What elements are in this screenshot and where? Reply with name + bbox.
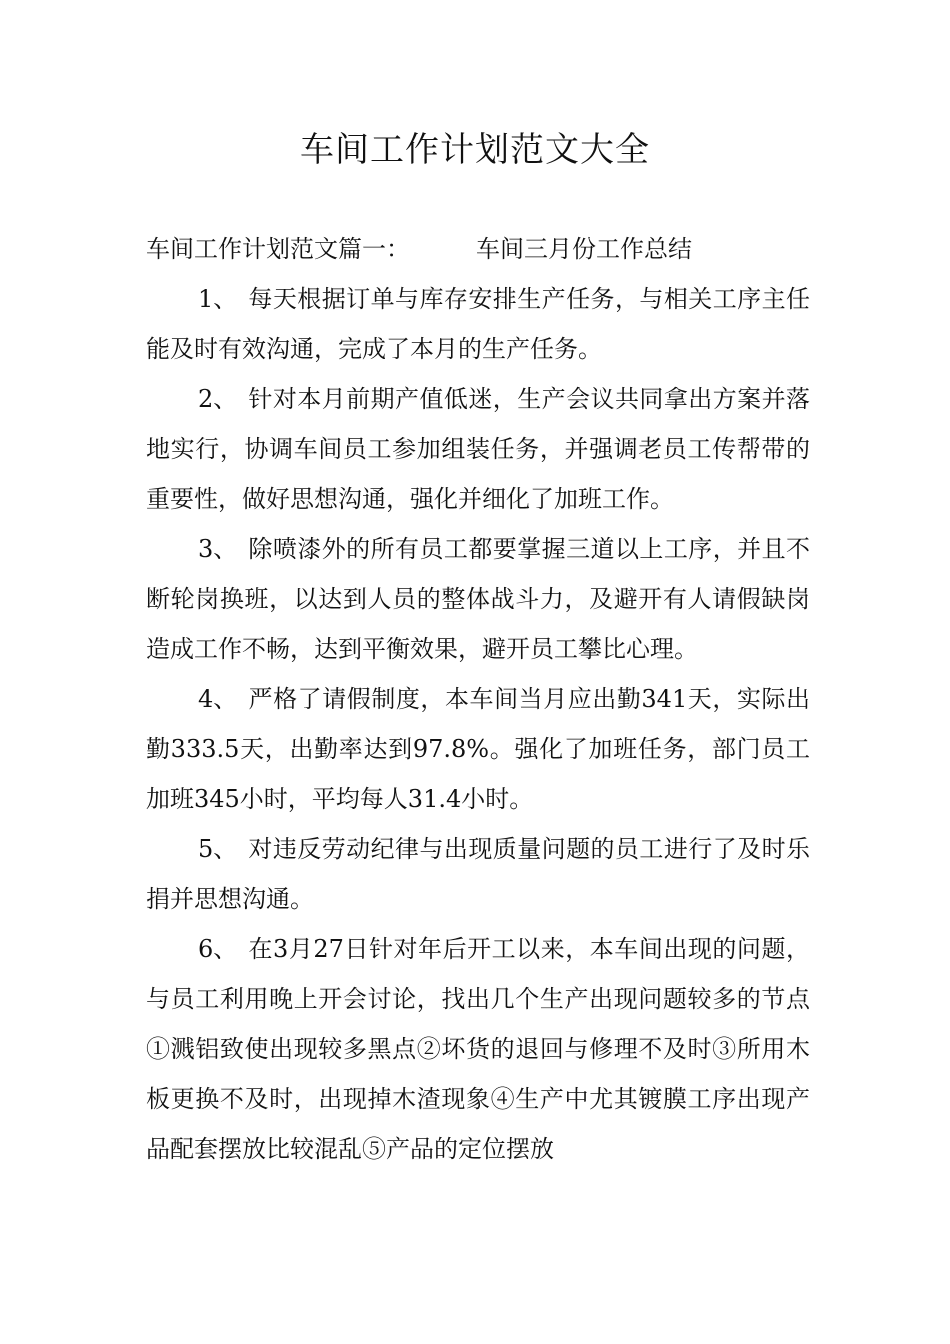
paragraph-text: 严格了请假制度，本车间当月应出勤341天，实际出勤333.5天，出勤率达到97.8%。强化了加班任务，部门员工加班345小时，平均每人31.4小时。 [146,685,810,813]
paragraph-5 [146,824,810,924]
paragraph-text: 针对本月前期产值低迷，生产会议共同拿出方案并落地实行，协调车间员工参加组装任务，并强调老员工传帮带的重要性，做好思想沟通，强化并细化了加班工作。 [146,385,810,513]
paragraph-2 [146,374,810,524]
paragraph-6 [146,924,810,1174]
section-label: 车间工作计划范文篇一： [146,235,410,263]
paragraph-number: 2、 [198,385,238,413]
section-heading [146,224,810,274]
paragraph-text: 除喷漆外的所有员工都要掌握三道以上工序，并且不断轮岗换班，以达到人员的整体战斗力，及避开有人请假缺岗造成工作不畅，达到平衡效果，避开员工攀比心理。 [146,535,810,663]
paragraph-number: 6、 [198,935,238,963]
paragraph-4 [146,674,810,824]
paragraph-3 [146,524,810,674]
paragraph-text: 在3月27日针对年后开工以来，本车间出现的问题，与员工利用晚上开会讨论，找出几个生产出现问题较多的节点①溅铝致使出现较多黑点②坏货的退回与修理不及时③所用木板更换不及时，出现掉木渣现象④生产中尤其镀膜工序出现产品配套摆放比较混乱⑤产品的定位摆放 [146,935,810,1163]
paragraph-number: 5、 [198,835,238,863]
paragraph-number: 1、 [198,285,238,313]
document-title: 车间工作计划范文大全 [300,130,650,170]
paragraph-text: 每天根据订单与库存安排生产任务，与相关工序主任能及时有效沟通，完成了本月的生产任务。 [146,285,810,363]
document-body [146,224,810,1174]
paragraph-1 [146,274,810,374]
section-title: 车间三月份工作总结 [476,235,692,263]
paragraph-number: 4、 [198,685,238,713]
paragraph-number: 3、 [198,535,238,563]
paragraph-text: 对违反劳动纪律与出现质量问题的员工进行了及时乐捐并思想沟通。 [146,835,810,913]
